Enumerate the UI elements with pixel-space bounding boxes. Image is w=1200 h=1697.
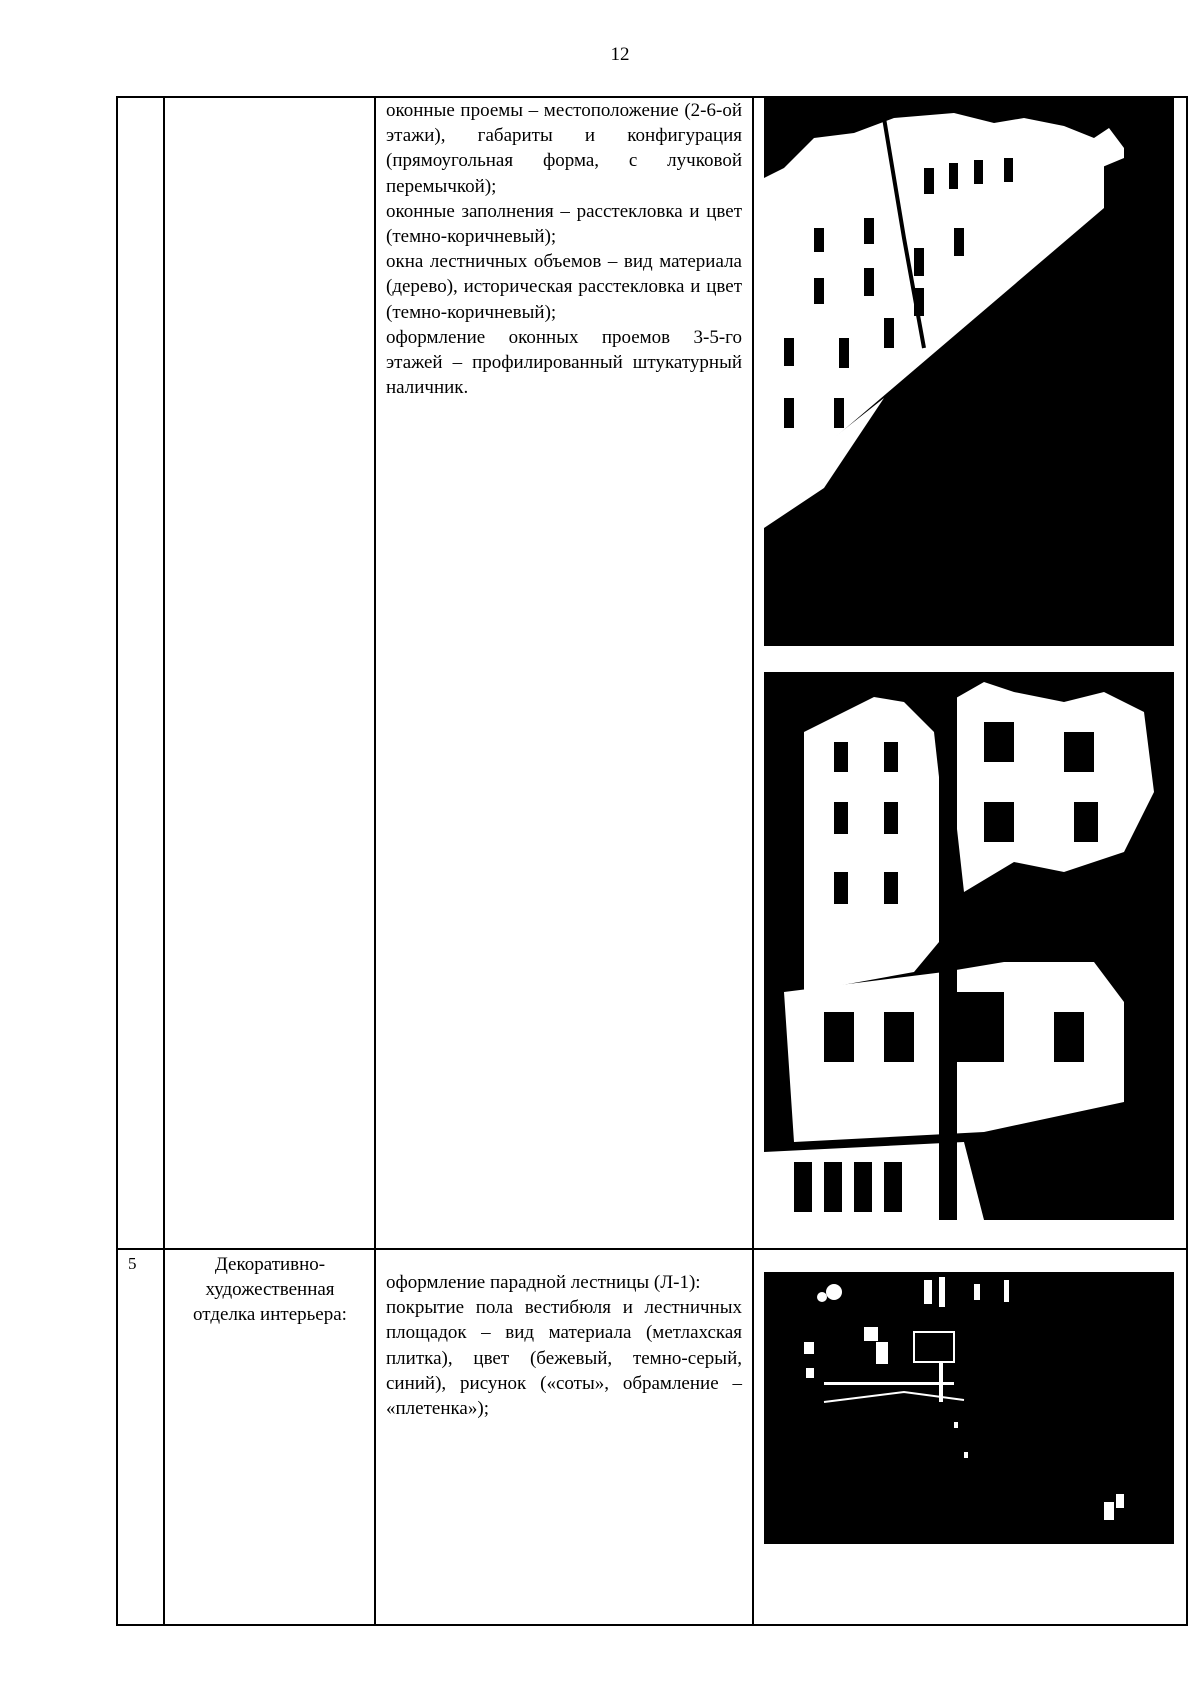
row-category: Декоративно-художественная отделка интерьера: [193,1254,347,1325]
table-bottom-border [116,1624,1188,1626]
row-separator [116,1248,1188,1250]
description-paragraph: покрытие пола вестибюля и лестничных площадок – вид материала (метлахская плитка), цвет (бежевый, темно-серый, синий), рисунок («соты», обрамление – «плетенка»); [386,1297,742,1420]
description-paragraph: окна лестничных объемов – вид материала (дерево), историческая расстекловка и цвет (темно-коричневый); [386,251,742,323]
row-number: 5 [128,1254,137,1273]
table-right-border [1186,96,1188,1626]
row-description [386,1270,742,1421]
description-paragraph: оформление оконных проемов 3-5-го этажей – профилированный штукатурный наличник. [386,326,742,399]
description-paragraph: оконные заполнения – расстекловка и цвет (темно-коричневый); [386,200,742,248]
description-paragraph: оформление парадной лестницы (Л-1): [386,1272,701,1293]
staircase-interior-photo [764,1272,1174,1544]
table-left-border [116,96,118,1626]
building-facade-photo [764,98,1174,646]
column-separator-2 [374,96,376,1626]
building-corner-photo [764,672,1174,1220]
page-number: 12 [610,44,630,65]
column-separator-1 [163,96,165,1626]
column-separator-3 [752,96,754,1626]
description-paragraph: оконные проемы – местоположение (2-6-ой этажи), габариты и конфигурация (прямоугольная форма, с лучковой перемычкой); [386,100,742,197]
row-description [386,98,742,400]
protected-features-table [116,96,1188,1626]
